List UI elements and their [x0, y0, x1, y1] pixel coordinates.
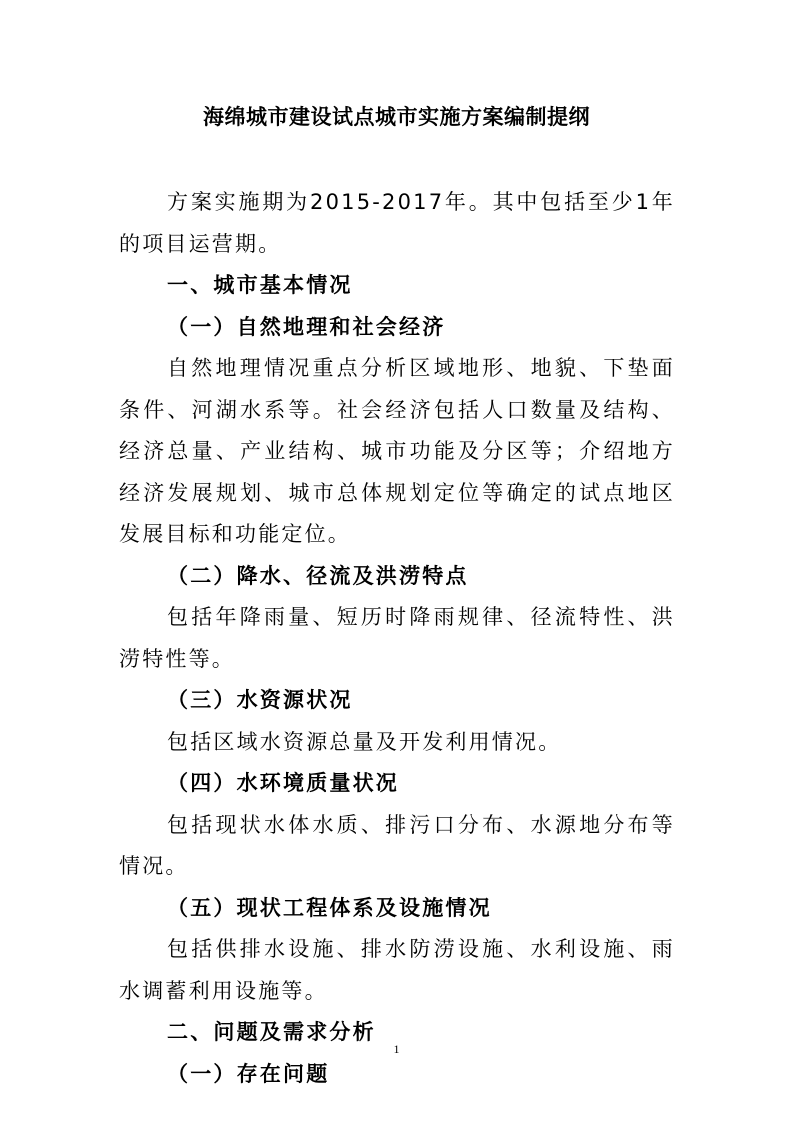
subheading-existing-problems: （一）存在问题 — [167, 1061, 330, 1086]
subheading-engineering-facilities: （五）现状工程体系及设施情况 — [167, 895, 492, 920]
paragraph-water-resources: 包括区域水资源总量及开发利用情况。 — [167, 729, 562, 754]
paragraph-geography-economy: 自然地理情况重点分析区域地形、地貌、下垫面条件、河湖水系等。社会经济包括人口数量及结构、经济总量、产业结构、城市功能及分区等；介绍地方经济发展规划、城市总体规划定位等确定的试点地区发展目标和功能定位。 — [119, 356, 675, 546]
subheading-geography-economy: （一）自然地理和社会经济 — [167, 314, 446, 339]
subheading-water-environment: （四）水环境质量状况 — [167, 771, 399, 795]
document-title: 海绵城市建设试点城市实施方案编制提纲 — [203, 105, 590, 129]
paragraph-implementation-period: 方案实施期为2015-2017年。其中包括至少1年的项目运营期。 — [119, 190, 675, 256]
paragraph-water-environment: 包括现状水体水质、排污口分布、水源地分布等情况。 — [119, 812, 675, 878]
page-number: 1 — [393, 1042, 400, 1056]
subheading-precipitation-runoff: （二）降水、径流及洪涝特点 — [167, 563, 469, 588]
paragraph-engineering-facilities: 包括供排水设施、排水防涝设施、水利设施、雨水调蓄利用设施等。 — [119, 937, 675, 1003]
document-body — [119, 182, 675, 1095]
subheading-water-resources: （三）水资源状况 — [167, 688, 353, 712]
heading-problems-needs: 二、问题及需求分析 — [167, 1020, 376, 1044]
paragraph-precipitation-runoff: 包括年降雨量、短历时降雨规律、径流特性、洪涝特性等。 — [119, 605, 675, 671]
heading-city-basic-situation: 一、城市基本情况 — [167, 273, 353, 297]
